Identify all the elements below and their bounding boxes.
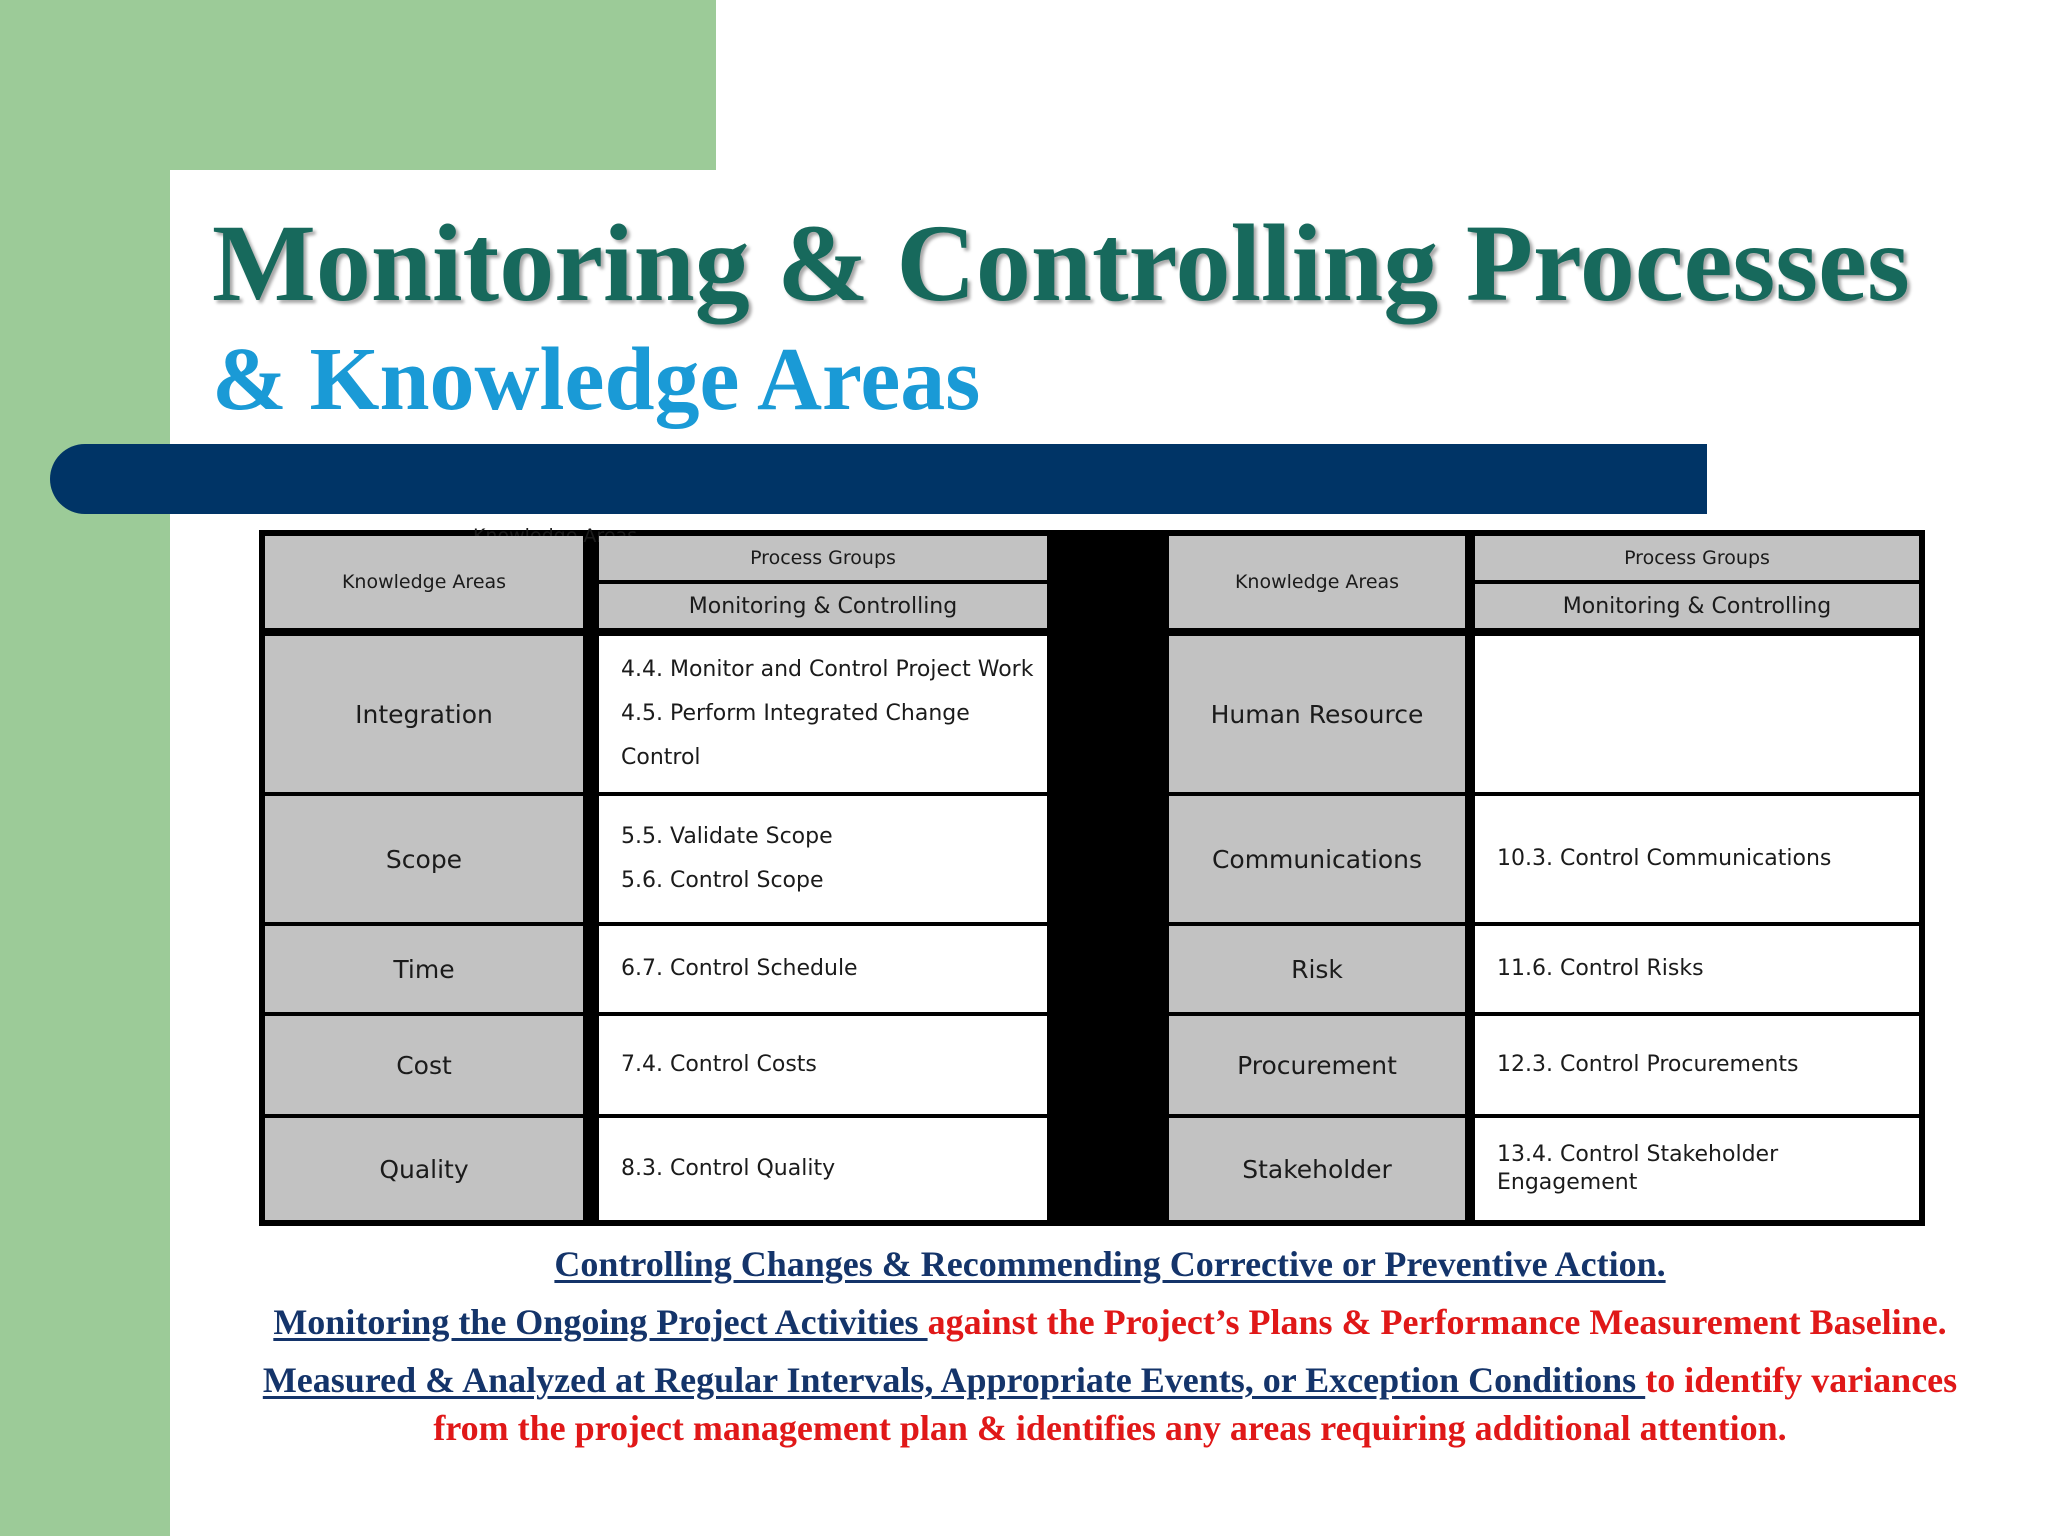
knowledge-areas-table bbox=[259, 530, 1925, 1226]
knowledge-area-cost: Cost bbox=[265, 1016, 583, 1114]
process-cell-time bbox=[599, 926, 1047, 1012]
header-process-groups-right: Process Groups bbox=[1475, 536, 1919, 580]
process-cell-quality bbox=[599, 1118, 1047, 1220]
process-cell-procurement bbox=[1475, 1016, 1919, 1114]
process-item: 5.6. Control Scope bbox=[621, 868, 824, 893]
note-line-3 bbox=[240, 1356, 1980, 1452]
knowledge-area-integration: Integration bbox=[265, 636, 583, 792]
note-line-2-red: against the Project’s Plans & Performance Measurement Baseline. bbox=[927, 1302, 1947, 1342]
note-line-2-underlined: Monitoring the Ongoing Project Activities bbox=[273, 1302, 928, 1342]
knowledge-area-communications: Communications bbox=[1169, 796, 1465, 922]
process-cell-human-resource bbox=[1475, 636, 1919, 792]
note-line-2 bbox=[240, 1298, 1980, 1346]
process-item: 13.4. Control Stakeholder bbox=[1497, 1142, 1779, 1167]
header-knowledge-areas-right: Knowledge Areas bbox=[1169, 536, 1465, 628]
knowledge-area-time: Time bbox=[265, 926, 583, 1012]
process-item: 5.5. Validate Scope bbox=[621, 824, 833, 849]
note-line-3-underlined: Measured & Analyzed at Regular Intervals, Appropriate Events, or Exception Conditions bbox=[262, 1360, 1646, 1400]
title-divider-bar bbox=[50, 444, 1707, 514]
process-cell-stakeholder bbox=[1475, 1118, 1919, 1220]
process-item: 7.4. Control Costs bbox=[621, 1052, 817, 1077]
header-process-groups-left: Process Groups bbox=[599, 536, 1047, 580]
left-green-band bbox=[0, 0, 170, 1536]
header-knowledge-areas-left: Knowledge Areas bbox=[265, 536, 583, 628]
notes-block bbox=[240, 1240, 1980, 1462]
process-cell-risk bbox=[1475, 926, 1919, 1012]
slide-title: Monitoring & Controlling Processes bbox=[212, 202, 1910, 324]
process-cell-scope bbox=[599, 796, 1047, 922]
header-monitoring-controlling-left: Monitoring & Controlling bbox=[599, 584, 1047, 628]
process-item: 8.3. Control Quality bbox=[621, 1156, 836, 1181]
note-line-3-red: to identify variances from the project management plan & identifies any areas requiring additional attention. bbox=[433, 1360, 1958, 1448]
note-line-1 bbox=[240, 1240, 1980, 1288]
process-item: 4.5. Perform Integrated Change Control bbox=[621, 701, 970, 770]
knowledge-area-stakeholder: Stakeholder bbox=[1169, 1118, 1465, 1220]
process-item: 4.4. Monitor and Control Project Work bbox=[621, 657, 1034, 682]
note-line-1-text: Controlling Changes & Recommending Corrective or Preventive Action. bbox=[554, 1244, 1666, 1284]
knowledge-area-quality: Quality bbox=[265, 1118, 583, 1220]
process-item: 11.6. Control Risks bbox=[1497, 956, 1704, 981]
top-green-band bbox=[0, 0, 716, 170]
process-item: 12.3. Control Procurements bbox=[1497, 1052, 1799, 1077]
process-item: 10.3. Control Communications bbox=[1497, 846, 1832, 871]
header-monitoring-controlling-right: Monitoring & Controlling bbox=[1475, 584, 1919, 628]
process-cell-cost bbox=[599, 1016, 1047, 1114]
knowledge-area-scope: Scope bbox=[265, 796, 583, 922]
slide-subtitle: & Knowledge Areas bbox=[212, 330, 981, 429]
process-cell-communications bbox=[1475, 796, 1919, 922]
process-item: Engagement bbox=[1497, 1170, 1638, 1195]
knowledge-area-risk: Risk bbox=[1169, 926, 1465, 1012]
process-item: 6.7. Control Schedule bbox=[621, 956, 858, 981]
process-cell-integration bbox=[599, 636, 1047, 792]
knowledge-area-procurement: Procurement bbox=[1169, 1016, 1465, 1114]
knowledge-area-human-resource: Human Resource bbox=[1169, 636, 1465, 792]
